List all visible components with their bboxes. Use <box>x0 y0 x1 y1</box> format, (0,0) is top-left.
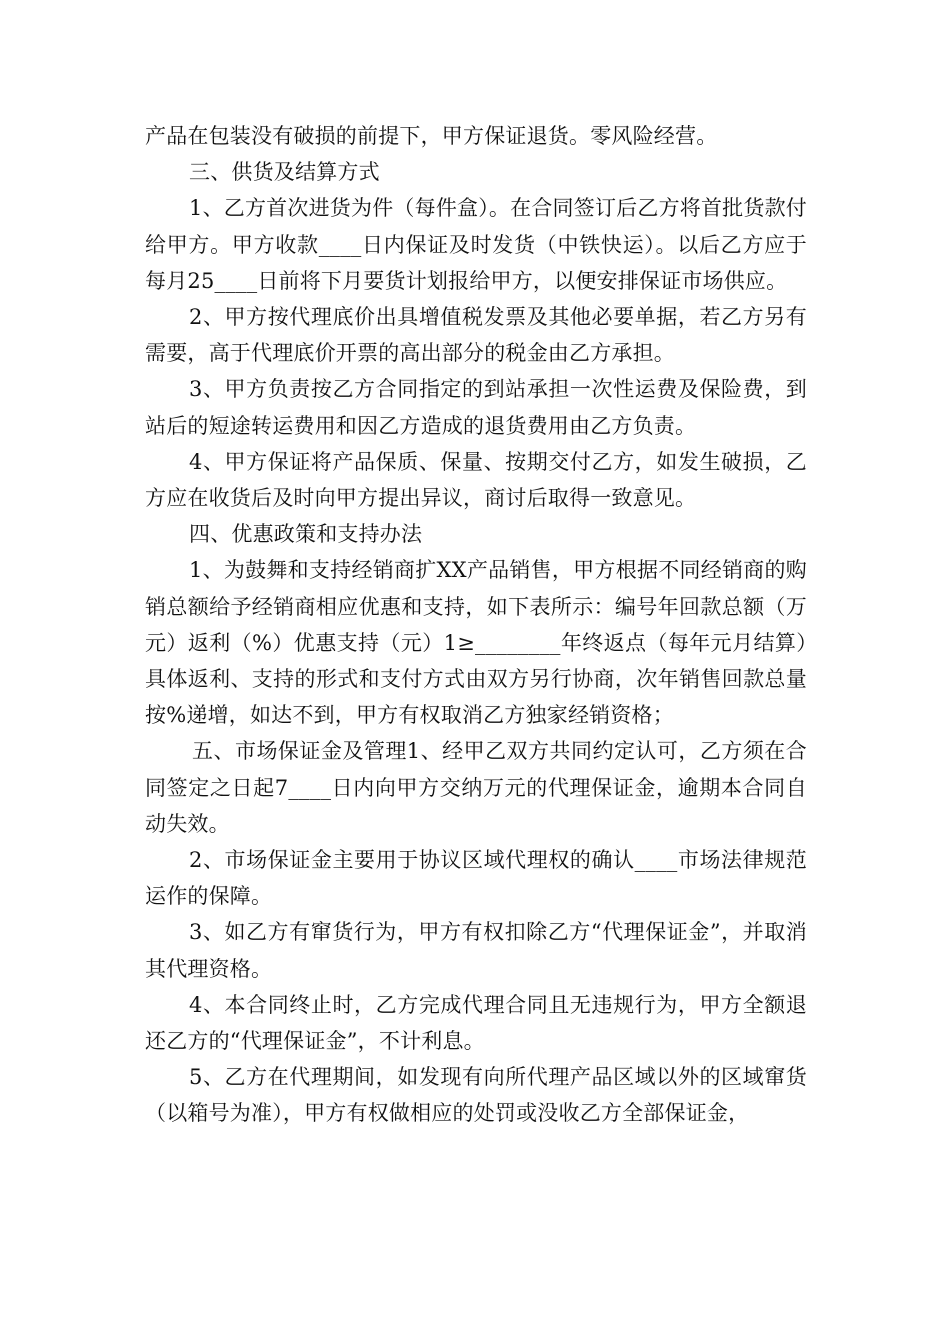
heading-supply-settlement: 三、供货及结算方式 <box>189 160 380 185</box>
paragraph-penalty: 5、乙方在代理期间，如发现有向所代理产品区域以外的区域窜货（以箱号为准），甲方有权做相应的处罚或没收乙方全部保证金， <box>145 1065 807 1126</box>
paragraph-rebate: 1、为鼓舞和支持经销商扩XX产品销售，甲方根据不同经销商的购销总额给予经销商相应优惠和支持，如下表所示：编号年回款总额（万元）返利（%）优惠支持（元）1≥________年终返点（每年元月结算）具体返利、支持的形式和支付方式由双方另行协商，次年销售回款总量按%递增，如达不到，甲方有权取消乙方独家经销资格； <box>145 558 807 728</box>
paragraph-deposit-refund: 4、本合同终止时，乙方完成代理合同且无违规行为，甲方全额退还乙方的“代理保证金”，不计利息。 <box>145 992 807 1054</box>
paragraph-invoice: 2、甲方按代理底价出具增值税发票及其他必要单据，若乙方另有需要，高于代理底价开票的高出部分的税金由乙方承担。 <box>145 305 807 366</box>
document-body <box>145 118 807 1132</box>
paragraph-quality-delivery: 4、甲方保证将产品保质、保量、按期交付乙方，如发生破损，乙方应在收货后及时向甲方提出异议，商讨后取得一致意见。 <box>145 449 807 511</box>
paragraph-deposit-heading: 五、市场保证金及管理1、经甲乙双方共同约定认可，乙方须在合同签定之日起7____日内向甲方交纳万元的代理保证金，逾期本合同自动失效。 <box>145 739 807 836</box>
paragraph-deposit-purpose: 2、市场保证金主要用于协议区域代理权的确认____市场法律规范运作的保障。 <box>145 848 807 909</box>
paragraph-return-policy: 产品在包装没有破损的前提下，甲方保证退货。零风险经营。 <box>145 124 718 148</box>
paragraph-freight: 3、甲方负责按乙方合同指定的到站承担一次性运费及保险费，到站后的短途转运费用和因乙方造成的退货费用由乙方负责。 <box>145 377 807 438</box>
paragraph-first-order: 1、乙方首次进货为件（每件盒）。在合同签订后乙方将首批货款付给甲方。甲方收款____日内保证及时发货（中铁快运）。以后乙方应于每月25____日前将下月要货计划报给甲方，以便安排保证市场供应。 <box>145 196 807 293</box>
paragraph-cross-selling: 3、如乙方有窜货行为，甲方有权扣除乙方“代理保证金”，并取消其代理资格。 <box>145 920 807 981</box>
heading-incentive-policy: 四、优惠政策和支持办法 <box>189 522 423 547</box>
